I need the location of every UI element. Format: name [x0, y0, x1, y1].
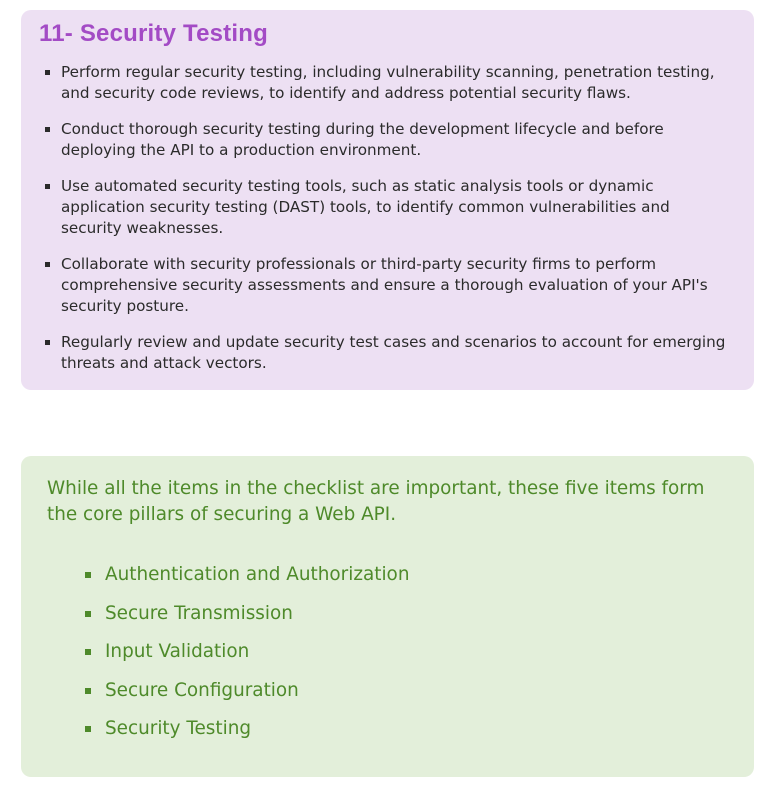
pillar-item-text: Secure Configuration	[105, 679, 299, 701]
bullet-square-icon	[85, 572, 91, 578]
list-item-text: Use automated security testing tools, such as static analysis tools or dynamic application security testing (DAST) tools, to identify common vulnerabilities and security weaknesses.	[61, 177, 670, 237]
bullet-square-icon	[85, 726, 91, 732]
core-pillars-list	[85, 562, 409, 755]
section-title: 11- Security Testing	[39, 20, 268, 47]
bullet-square-icon	[45, 340, 50, 345]
list-item-text: Regularly review and update security test cases and scenarios to account for emerging threats and attack vectors.	[61, 333, 726, 372]
summary-intro: While all the items in the checklist are important, these five items form the core pillars of securing a Web API.	[47, 478, 705, 525]
core-pillars-card	[21, 456, 754, 777]
pillar-item	[85, 562, 409, 588]
list-item	[45, 332, 734, 374]
security-testing-list	[45, 62, 734, 389]
bullet-square-icon	[45, 127, 50, 132]
pillar-item-text: Authentication and Authorization	[105, 564, 410, 585]
pillar-item	[85, 716, 409, 742]
security-testing-card	[21, 10, 754, 390]
pillar-item-text: Security Testing	[105, 718, 252, 739]
bullet-square-icon	[85, 649, 91, 655]
bullet-square-icon	[45, 184, 50, 189]
pillar-item	[85, 639, 409, 665]
pillar-item	[85, 601, 409, 627]
list-item	[45, 62, 734, 104]
bullet-square-icon	[45, 262, 50, 267]
pillar-item	[85, 678, 409, 704]
list-item	[45, 119, 734, 161]
pillar-item-text: Secure Transmission	[105, 602, 293, 624]
list-item	[45, 254, 734, 317]
bullet-square-icon	[45, 70, 50, 75]
list-item-text: Conduct thorough security testing during the development lifecycle and before deploying the API to a production environment.	[61, 120, 664, 159]
pillar-item-text: Input Validation	[105, 641, 250, 662]
list-item-text: Collaborate with security professionals or third-party security firms to perform comprehensive security assessments and ensure a thorough evaluation of your API's security posture.	[61, 255, 708, 315]
list-item	[45, 176, 734, 239]
list-item-text: Perform regular security testing, including vulnerability scanning, penetration testing, and security code reviews, to identify and address potential security flaws.	[61, 63, 715, 102]
bullet-square-icon	[85, 688, 91, 694]
bullet-square-icon	[85, 611, 91, 617]
